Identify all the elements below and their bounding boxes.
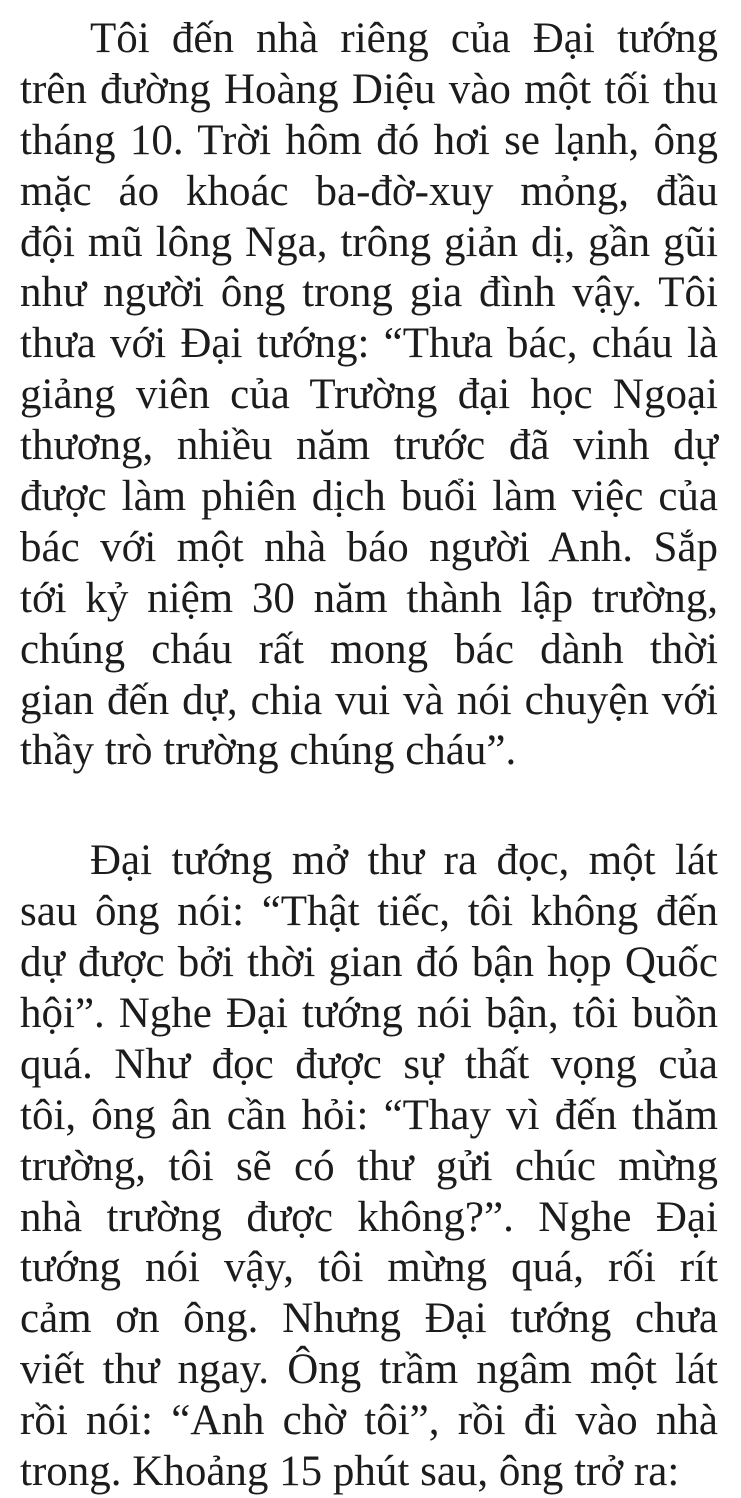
text-line: Đại tướng mở thư ra đọc, một lát	[90, 837, 718, 885]
paragraph-2	[20, 836, 718, 1498]
text-line: Tôi đến nhà riêng của Đại tướng	[90, 15, 718, 62]
text-line: cảm ơn ông. Nhưng Đại tướng chưa	[20, 1295, 718, 1343]
article-body	[20, 14, 718, 1498]
text-line: như người ông trong gia đình vậy. Tôi	[20, 269, 718, 317]
text-line: thưa với Đại tướng: “Thưa bác, cháu là	[20, 320, 718, 368]
text-line: được làm phiên dịch buổi làm việc của	[20, 473, 718, 521]
text-line: rồi nói: “Anh chờ tôi”, rồi đi vào nhà	[20, 1397, 718, 1445]
text-line: giảng viên của Trường đại học Ngoại	[20, 371, 718, 419]
text-line: đội mũ lông Nga, trông giản dị, gần gũi	[20, 218, 718, 266]
text-line: chúng cháu rất mong bác dành thời	[20, 625, 718, 673]
text-line: trên đường Hoàng Diệu vào một tối thu	[20, 65, 718, 113]
text-line: tướng nói vậy, tôi mừng quá, rối rít	[20, 1244, 718, 1292]
text-line: tôi, ông ân cần hỏi: “Thay vì đến thăm	[20, 1091, 718, 1139]
text-line: quá. Như đọc được sự thất vọng của	[20, 1040, 718, 1088]
text-line: dự được bởi thời gian đó bận họp Quốc	[20, 939, 718, 987]
text-line: hội”. Nghe Đại tướng nói bận, tôi buồn	[20, 990, 718, 1038]
text-line: trường, tôi sẽ có thư gửi chúc mừng	[20, 1142, 718, 1190]
text-line: trong. Khoảng 15 phút sau, ông trở ra:	[20, 1448, 680, 1496]
text-line: thương, nhiều năm trước đã vinh dự	[20, 422, 718, 470]
text-line: viết thư ngay. Ông trầm ngâm một lát	[20, 1346, 718, 1394]
paragraph-1	[20, 14, 718, 777]
text-line: nhà trường được không?”. Nghe Đại	[20, 1193, 718, 1241]
text-line: sau ông nói: “Thật tiếc, tôi không đến	[20, 888, 718, 936]
text-line: thầy trò trường chúng cháu”.	[20, 727, 517, 775]
text-line: gian đến dự, chia vui và nói chuyện với	[20, 676, 718, 724]
text-line: bác với một nhà báo người Anh. Sắp	[20, 523, 718, 571]
text-line: tới kỷ niệm 30 năm thành lập trường,	[20, 574, 718, 622]
text-line: tháng 10. Trời hôm đó hơi se lạnh, ông	[20, 116, 718, 164]
text-line: mặc áo khoác ba-đờ-xuy mỏng, đầu	[20, 167, 718, 215]
